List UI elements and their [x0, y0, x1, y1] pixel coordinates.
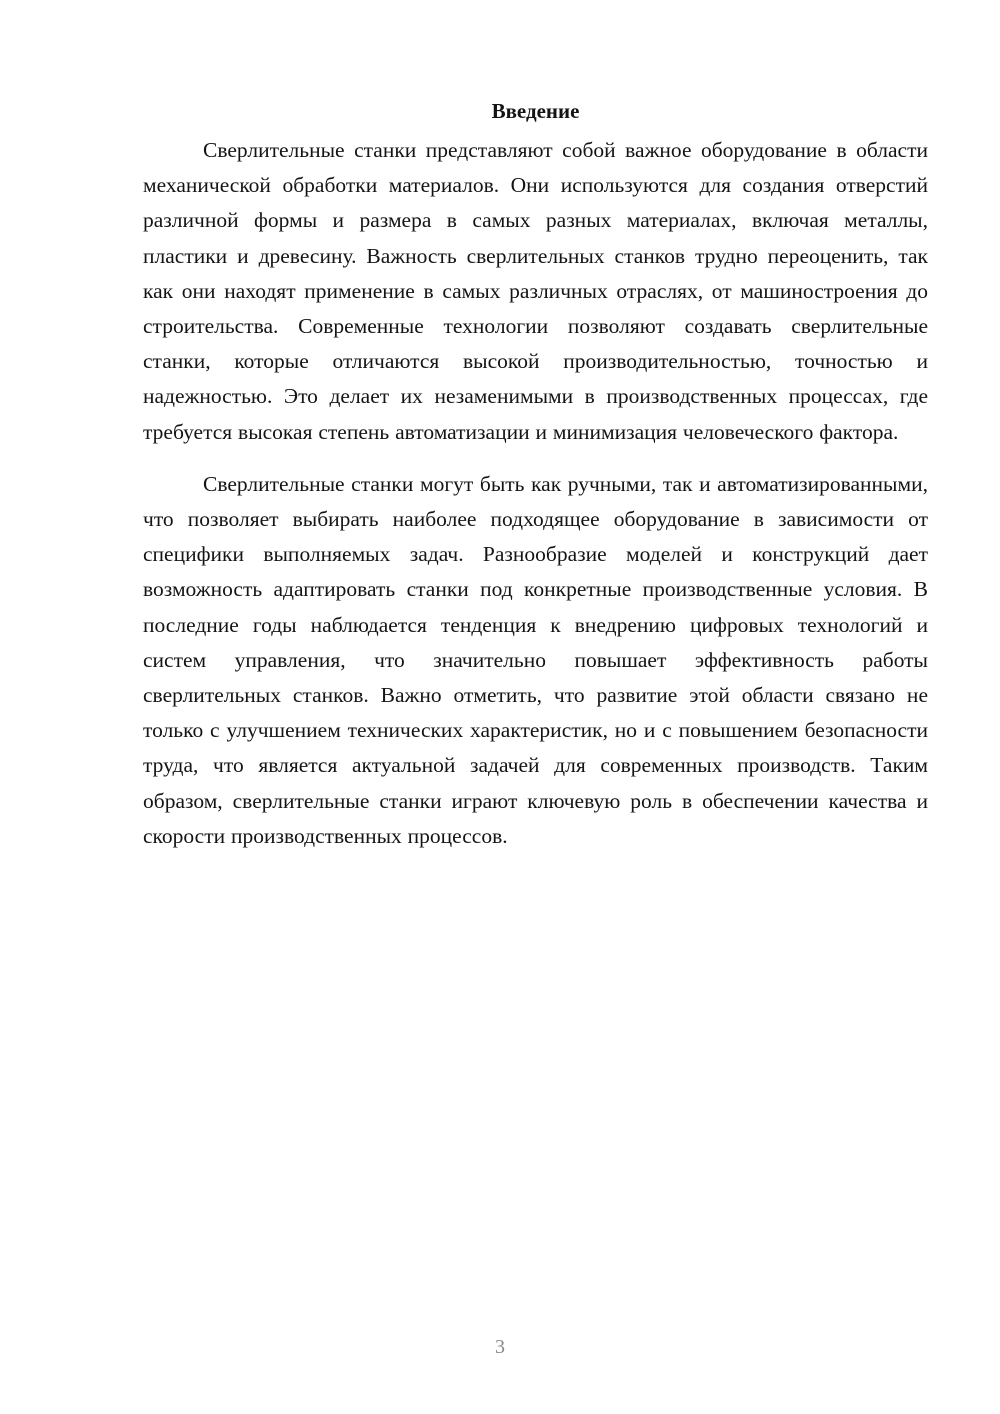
paragraph-1: Сверлительные станки представляют собой важное оборудование в области механической обработки материалов. Они используются для создания отверстий различной формы и размера в самых разных материалах, включая металлы, пластики и древесину. Важность сверлительных станков трудно переоценить, так как они находят применение в самых различных отраслях, от машиностроения до строительства. Современные технологии позволяют создавать сверлительные станки, которые отличаются высокой производительностью, точностью и надежностью. Это делает их незаменимыми в производственных процессах, где требуется высокая степень автоматизации и минимизация человеческого фактора. [143, 138, 928, 444]
paragraph-2: Сверлительные станки могут быть как ручными, так и автоматизированными, что позволяет выбирать наиболее подходящее оборудование в зависимости от специфики выполняемых задач. Разнообразие моделей и конструкций дает возможность адаптировать станки под конкретные производственные условия. В последние годы наблюдается тенденция к внедрению цифровых технологий и систем управления, что значительно повышает эффективность работы сверлительных станков. Важно отметить, что развитие этой области связано не только с улучшением технических характеристик, но и с повышением безопасности труда, что является актуальной задачей для современных производств. Таким образом, сверлительные станки играют ключевую роль в обеспечении качества и скорости производственных процессов. [143, 471, 928, 848]
section-title: Введение [491, 99, 580, 123]
page-number: 3 [495, 1336, 505, 1358]
page-content [143, 95, 928, 854]
